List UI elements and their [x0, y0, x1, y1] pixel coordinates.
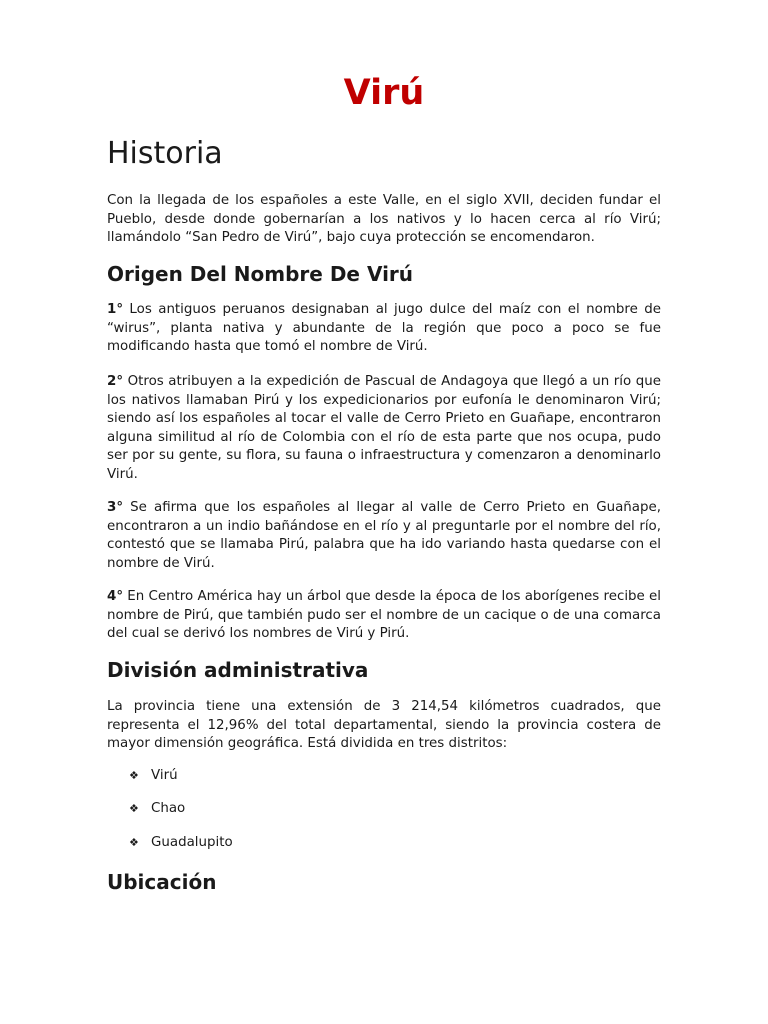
list-item: [129, 833, 233, 866]
item-number: 3°: [107, 500, 124, 515]
section-heading-origen: Origen Del Nombre De Virú: [107, 262, 414, 286]
diamond-bullet-icon: ❖: [129, 802, 139, 816]
item-text: Los antiguos peruanos designaban al jugo dulce del maíz con el nombre de “wirus”, planta nativa y abundante de la región que poco a poco se fue modificando hasta que tomó el nombre de Virú.: [107, 302, 661, 355]
section-heading-ubicacion: Ubicación: [107, 870, 217, 894]
item-text: Se afirma que los españoles al llegar al valle de Cerro Prieto en Guañape, encontraron a un indio bañándose en el río y al preguntarle por el nombre del río, contestó que se llamaba Pirú, palabra que ha ido variando hasta quedarse con el nombre de Virú.: [107, 500, 661, 571]
paragraph-origen-2: [107, 373, 661, 485]
section-heading-division: División administrativa: [107, 658, 369, 682]
paragraph-origen-1: [107, 301, 661, 357]
paragraph-origen-4: [107, 588, 661, 644]
list-item-label: Virú: [151, 768, 178, 783]
item-number: 4°: [107, 589, 124, 604]
document-title: Virú: [343, 73, 425, 113]
list-item-label: Chao: [151, 801, 186, 817]
section-heading-historia: Historia: [107, 136, 223, 171]
diamond-bullet-icon: ❖: [129, 769, 139, 782]
paragraph-origen-3: [107, 499, 661, 573]
list-item: [129, 799, 233, 832]
list-item-label: Guadalupito: [151, 834, 233, 850]
item-text: En Centro América hay un árbol que desde la época de los aborígenes recibe el nombre de Pirú, que también pudo ser el nombre de un cacique o de una comarca del cual se derivó los nombres de Virú y Pirú.: [107, 589, 662, 642]
paragraph-historia: Con la llegada de los españoles a este Valle, en el siglo XVII, deciden fundar el Pueblo, desde donde gobernarían a los nativos y lo hacen cerca al río Virú; llamándolo “San Pedro de Virú”, bajo cuya protección se encomendaron.: [107, 193, 661, 246]
item-text: Otros atribuyen a la expedición de Pascual de Andagoya que llegó a un río que los nativos llamaban Pirú y los expedicionarios por eufonía le denominaron Virú; siendo así los españoles al tocar el valle de Cerro Prieto en Guañape, encontraron alguna similitud al río de Colombia con el río de esta parte que nos ocupa, pudo ser por su gente, su flora, su fauna o infraestructura y comenzaron a denominarlo Virú.: [107, 374, 661, 482]
item-number: 1°: [107, 302, 124, 317]
districts-list: [129, 766, 233, 866]
paragraph-division: La provincia tiene una extensión de 3 214,54 kilómetros cuadrados, que representa el 12,96% del total departamental, siendo la provincia costera de mayor dimensión geográfica. Está dividida en tres distritos:: [107, 699, 661, 752]
list-item: [129, 766, 233, 799]
diamond-bullet-icon: ❖: [129, 835, 139, 849]
item-number: 2°: [107, 374, 124, 389]
